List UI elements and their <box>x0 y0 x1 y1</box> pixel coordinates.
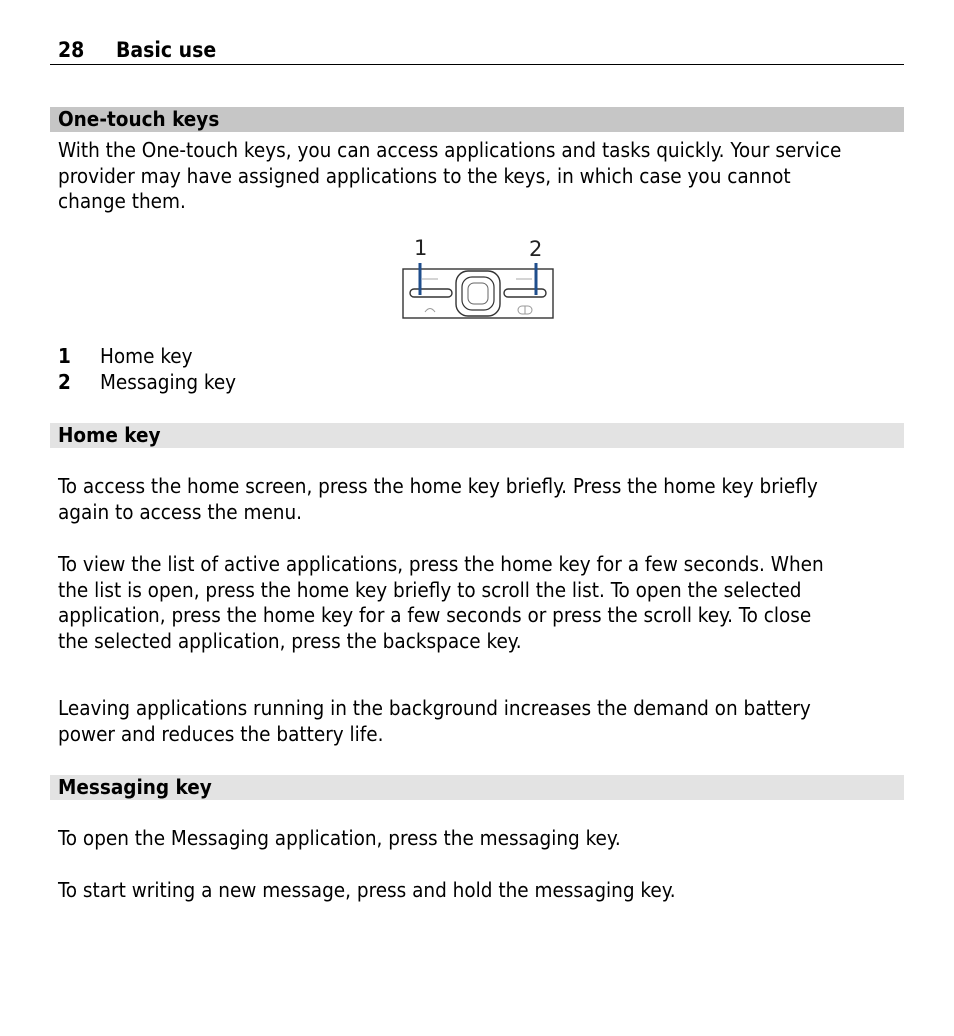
text-line: change them. <box>58 189 186 214</box>
page-header <box>50 36 904 65</box>
section-heading-home-key: Home key <box>50 423 904 448</box>
messaging-key-para-2 <box>58 878 904 904</box>
text-line: To open the Messaging application, press the messaging key. <box>58 826 621 850</box>
text-line: To start writing a new message, press and hold the messaging key. <box>58 878 676 902</box>
text-line: again to access the menu. <box>58 499 303 524</box>
text-line: the list is open, press the home key briefly to scroll the list. To open the selected <box>58 577 802 602</box>
text-line: the selected application, press the backspace key. <box>58 629 522 654</box>
legend-number: 2 <box>58 370 71 394</box>
chapter-title: Basic use <box>116 38 217 62</box>
callout-2: 2 <box>529 237 543 261</box>
text-line: power and reduces the battery life. <box>58 721 384 746</box>
page-number: 28 <box>58 38 85 62</box>
text-line: application, press the home key for a few seconds or press the scroll key. To close <box>58 603 812 628</box>
legend-label: Home key <box>100 344 193 368</box>
text-line: Leaving applications running in the background increases the demand on battery <box>58 696 811 720</box>
keypad-drawing <box>398 232 558 324</box>
legend-number: 1 <box>58 344 71 368</box>
text-line: With the One-touch keys, you can access applications and tasks quickly. Your service <box>58 138 842 162</box>
section-heading-one-touch-keys: One-touch keys <box>50 107 904 132</box>
legend-label: Messaging key <box>100 370 237 394</box>
messaging-key-para-1 <box>58 826 904 852</box>
keys-illustration <box>398 232 558 324</box>
callout-1: 1 <box>414 236 428 260</box>
text-line: provider may have assigned applications to the keys, in which case you cannot <box>58 163 791 188</box>
home-key-para-3 <box>58 696 904 747</box>
text-line: To access the home screen, press the home key briefly. Press the home key briefly <box>58 474 818 498</box>
home-key-para-2 <box>58 552 904 655</box>
one-touch-intro <box>58 138 904 215</box>
home-key-para-1 <box>58 474 904 525</box>
text-line: To view the list of active applications, press the home key for a few seconds. When <box>58 552 824 576</box>
section-heading-messaging-key: Messaging key <box>50 775 904 800</box>
